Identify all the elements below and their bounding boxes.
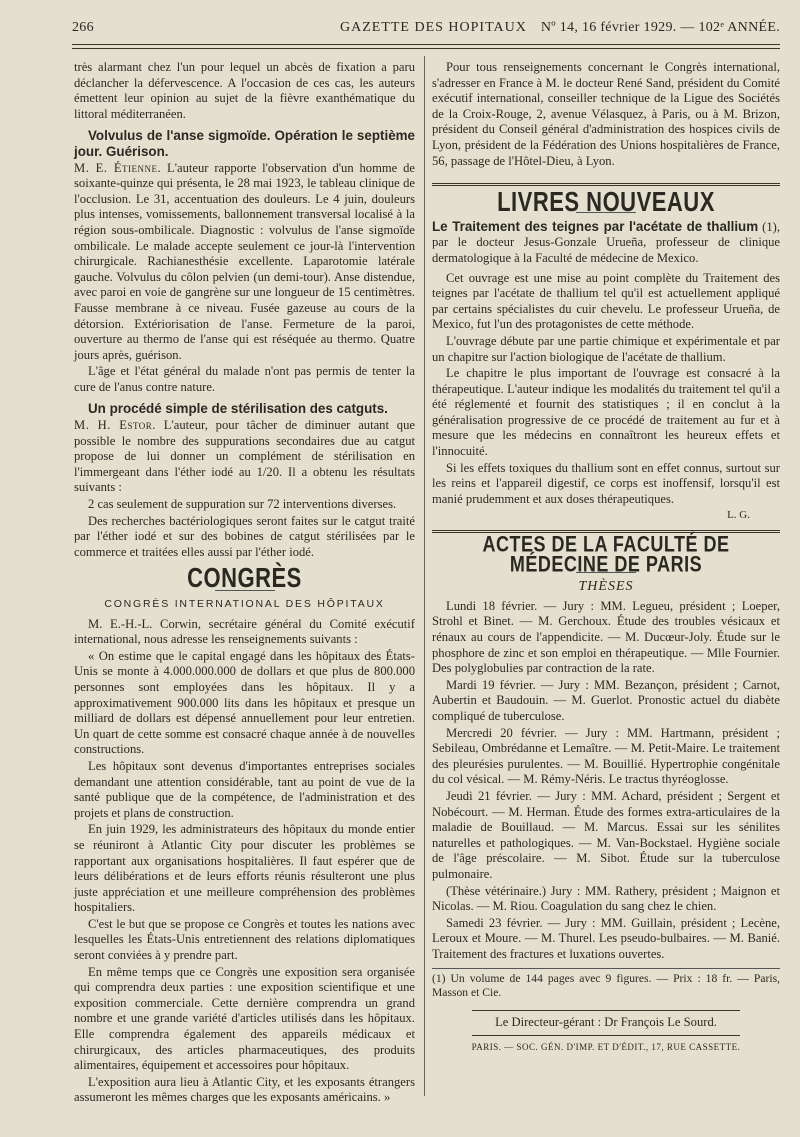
right-column [432,60,780,1056]
journal-title: GAZETTE DES HOPITAUX [340,20,527,35]
column-divider [424,56,425,1096]
header-rule [72,44,780,45]
page-header [72,18,780,40]
paragraph: « On estime que le capital engagé dans les hôpitaux des États-Unis se monte à 4.000.000.000 de dollars et que plus de 800.000 personnes sont employées dans les hôpitaux. Il y a approximativement 900.000 lits dans les hôpitaux et presque un milliard de dollars est dépensé annuellement pour leur entretien. Un quart de cette somme est consacré chaque année à de nouvelles constructions. [74,648,415,757]
divider [472,1035,740,1036]
article-title-text: Volvulus de l'anse sigmoïde. Opération le septième jour. Guérison. [74,128,415,159]
paragraph: Si les effets toxiques du thallium sont en effet connus, surtout sur les reins et l'appareil digestif, ce corps est inoffensif, lorsqu'il est manié prudemment et aux doses thérapeutiques. [432,460,780,506]
section-heading-congres: CONGRÈS [187,562,302,594]
header-rule-2 [72,48,780,49]
article-title-text: Un procédé simple de stérilisation des catguts. [88,401,388,417]
paragraph: M. E.-H.-L. Corwin, secrétaire général du Comité exécutif international, nous adresse les renseignements suivants : [74,616,415,647]
paragraph: C'est le but que se propose ce Congrès et toutes les nations avec lesquelles les États-Unis entretiennent des relations diplomatiques seront conviées à y prendre part. [74,916,415,963]
thesis-entry: Samedi 23 février. — Jury : MM. Guillain, président ; Lecène, Leroux et Moure. — M. Thurel. Les pseudo-bulbaires. — M. Banié. Traitement des fractures et luxations ouvertes. [432,915,780,961]
section-heading-actes: ACTES DE LA FACULTÉ DE MÉDECINE DE PARIS [482,531,730,576]
paragraph: Cet ouvrage est une mise au point complète du Traitement des teignes par l'acétate de thallium tel qu'il est actuellement appliqué par certains spécialistes du cuir chevelu. Le professeur Urueña, de Mexico, fut l'un des protagonistes de cette méthode. [432,270,780,332]
paragraph: L'exposition aura lieu à Atlantic City, et les exposants étrangers assumeront les mêmes charges que les exposants américains. » [74,1074,415,1105]
publisher-block [432,1010,780,1055]
footnote: (1) Un volume de 144 pages avec 9 figures. — Prix : 18 fr. — Paris, Masson et Cie. [432,968,780,1000]
footnote-ref: (1), [762,219,780,234]
book-title [432,219,780,267]
paragraph: Le chapitre le plus important de l'ouvrage est consacré à la thérapeutique. L'auteur indique les modalités du traitement tel qu'il a été réglementé et fournit des statistiques ; il en conclut à la généralisation progressive de ce procédé de traitement au fur et à mesure que les médecins en connaîtront les heureux effets et l'innocuité. [432,366,780,459]
article-title [74,128,415,159]
thesis-entry: Mardi 19 février. — Jury : MM. Bezançon, président ; Carnot, Aubertin et Baudouin. — M. Guerlot. Pronostic actuel du diabète compliqué de tuberculose. [432,677,780,723]
page-number: 266 [72,20,94,35]
paragraph: En même temps que ce Congrès une exposition sera organisée qui comprendra deux parties : une exposition scientifique et une exposition commerciale. Cette dernière comprendra un grand nombre et une grande variété d'articles utilisés dans les hôpitaux. Elle comprendra également des appareils médicaux et chirurgicaux, des articles pharmaceutiques, des produits alimentaires, équipement et accessoires pour hôpitaux. [74,964,415,1073]
paragraph: très alarmant chez l'un pour lequel un abcès de fixation a paru déclancher la défervescence. A l'occasion de ces cas, les auteurs émettent leur opinion au sujet de la fièvre exanthématique du littoral méditerranéen. [74,60,415,121]
article-text: L'auteur rapporte l'observation d'un homme de soixante-quinze qui présenta, le 28 mai 1923, le tableau clinique de l'occlusion. Le 31, accentuation des douleurs. Le 4 juin, douleurs plus intenses, vomissements, ballonnement transversal localisé à la région sous-ombilicale. Diagnostic : volvulus de l'anse sigmoïde ombilicale. Le malade accepte seulement ce jour-là l'intervention chirurgicale. Rachianesthésie excellente. Laparotomie latérale gauche. Volvulus du côlon pelvien (un demi-tour). Anse distendue, avec paroi en voie de gangrène sur une longueur de 15 centimètres. Fausse membrane à ce niveau. Fusée gazeuse au cours de la détorsion. Extériorisation de l'anse. Fermeture de la paroi, ouverture au thermo de l'anse qui est réséquée au thermo. Quatre jours après, guérison. [74,160,415,362]
book-author: par le docteur Jesus-Gonzale Urueña, professeur de clinique dermatologique à la Faculté de médecine de Mexico. [432,235,780,265]
thesis-entry: Lundi 18 février. — Jury : MM. Legueu, président ; Loeper, Strohl et Binet. — M. Gerchoux. Étude des troubles vésicaux et rénaux au cours de l'appendicite. — M. Ducœur-Joly. Étude sur le phosphore de zinc et son emploi en thérapeutique. — Mlle Fournier. Des polyglobulies par contraction de la rate. [432,598,780,676]
section-heading-livres: LIVRES NOUVEAUX [497,185,715,218]
printer-line: PARIS. — SOC. GÉN. D'IMP. ET D'ÉDIT., 17, RUE CASSETTE. [471,1042,741,1053]
article-title [74,401,415,417]
paragraph: Les hôpitaux sont devenus d'importantes entreprises sociales demandant une attention considérable, tant au point de vue de la santé publique que de la compétence, de l'administration et des projets et plans de construction. [74,758,415,820]
paragraph: Des recherches bactériologiques seront faites sur le catgut traité par l'éther iodé et sur des bobines de catgut stérilisées par le commerce et traitées elles aussi par l'éther iodé. [74,513,415,559]
author: M. H. Estor. [74,418,156,433]
theses-heading: THÈSES [578,579,634,595]
article-text: L'auteur, pour tâcher de diminuer autant que possible le nombre des suppurations secondaires due au catgut propose de lui donner un complément de stérilisation en l'immergeant dans l'éther iodé au 1/20. Il a obtenu les résultats suivants : [74,418,415,495]
issue-info: Nº 14, 16 février 1929. — 102ᵉ ANNÉE. [540,20,780,35]
book-title-text: Le Traitement des teignes par l'acétate de thallium [432,218,759,234]
left-column [74,60,415,1107]
thesis-entry: (Thèse vétérinaire.) Jury : MM. Rathery, président ; Maignon et Nicolas. — M. Riou. Coagulation du sang chez le chien. [432,883,780,914]
paragraph: L'âge et l'état général du malade n'ont pas permis de tenter la cure de l'anus contre nature. [74,364,415,394]
divider [472,1010,740,1011]
author: M. E. Étienne. [74,160,162,175]
paragraph: En juin 1929, les administrateurs des hôpitaux du monde entier se réuniront à Atlantic City pour discuter les problèmes se rapportant aux organisations hospitalières. Il faut espérer que de leurs délibérations et de leurs efforts réunis résulteront une plus juste appréciation et une meilleure compréhension des problèmes hospitaliers. [74,822,415,915]
paragraph: Pour tous renseignements concernant le Congrès international, s'adresser en France à M. le docteur René Sand, président du Comité exécutif international, conseiller technique de la Ligue des Sociétés de la Croix-Rouge, 2, avenue Vélasquez, à Paris, ou à M. Brizon, président du Conseil général d'administration des hospices civils de Lyon, président de la Fédération des Unions hospitalières de France, 56, passage de l'Hôtel-Dieu, à Lyon. [432,60,780,168]
section-subheading: CONGRÈS INTERNATIONAL DES HÔPITAUX [104,598,385,610]
thesis-entry: Mercredi 20 février. — Jury : MM. Hartmann, président ; Sebileau, Ombrédanne et Lemaître. — M. Petit-Maire. Le traitement des pleurésies purulentes. — M. Bouillié. Hypertrophie congénitale du col vésical. — M. Rémy-Néris. Le tractus thyréoglosse. [432,725,780,787]
article-body [74,161,415,364]
article-body [74,418,415,496]
paragraph: L'ouvrage débute par une partie chimique et expérimentale et par un chapitre sur l'action biologique de l'acétate de thallium. [432,333,780,364]
signature: L. G. [727,509,750,522]
thesis-entry: Jeudi 21 février. — Jury : MM. Achard, président ; Sergent et Nobécourt. — M. Herman. Étude des formes extra-articulaires de la maladie de Bouillaud. — M. Marcus. Essai sur les sénilites naturelles et pathologiques. — M. Van-Bockstael. Hygiène sociale de l'âge préscolaire. — M. Sibot. Étude sur la tuberculose pulmonaire. [432,788,780,881]
director-line: Le Directeur-gérant : Dr François Le Sourd. [495,1015,717,1030]
paragraph: 2 cas seulement de suppuration sur 72 interventions diverses. [88,497,397,512]
